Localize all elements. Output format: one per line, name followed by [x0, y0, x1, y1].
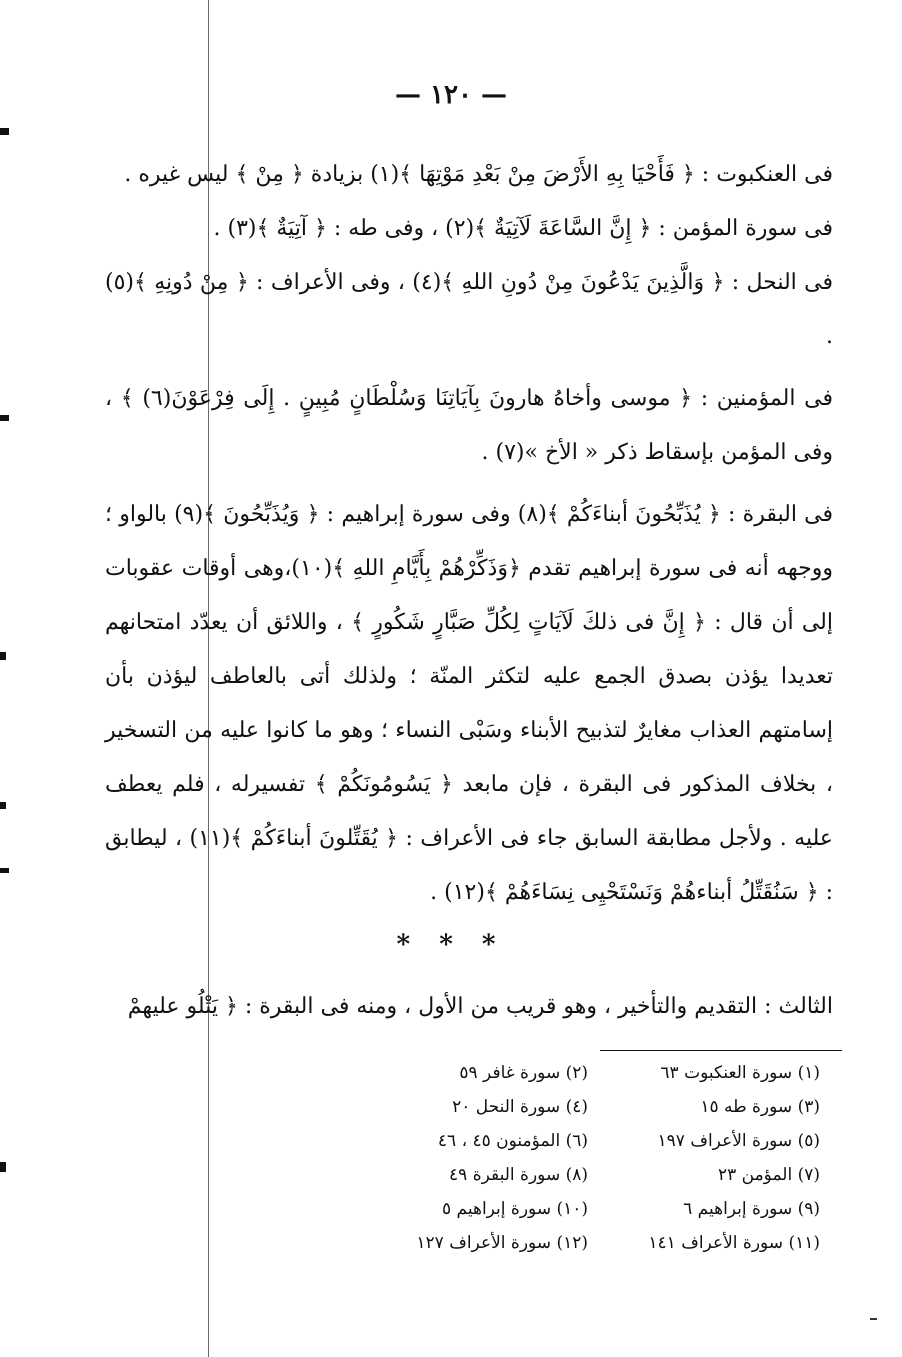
- footnote: (٨) سورة البقرة ٤٩: [449, 1165, 588, 1185]
- paragraph: فى البقرة : ﴿ يُذَبِّحُونَ أبناءَكُمْ ﴾(٨) وفى سورة إبراهيم : ﴿ وَيُذَبِّحُونَ ﴾(٩) بالواو ؛ ووجهه أنه فى سورة إبراهيم تقدم ﴿وَذَكِّرْهُمْ بِأَيَّامِ اللهِ ﴾(١٠)،وهى أوقات عقوبات إلى أن قال : ﴿ إِنَّ فى ذلكَ لَآيَاتٍ لِكُلِّ صَبَّارٍ شَكُورٍ ﴾ ، واللائق أن يعدّد امتحانهم تعديدا يؤذن بصدق الجمع عليه لتكثر المنّة ؛ ولذلك أتى بالعاطف ليؤذن بأن إسامتهم العذاب مغايرٌ لتذبيح الأبناء وسَبْى النساء ؛ وهو ما كانوا عليه من التسخير ، بخلاف المذكور فى البقرة ، فإن مابعد ﴿ يَسُومُونَكُمْ ﴾ تفسيرله ، فلم يعطف عليه . ولأجل مطابقة السابق جاء فى الأعراف : ﴿ يُقَتِّلونَ أبناءَكُمْ ﴾(١١) ، ليطابق : ﴿ سَنُقَتِّلُ أبناءهُمْ وَنَسْتَحْيِى نِسَاءَهُمْ ﴾(١٢) .: [105, 502, 834, 905]
- footnote: (٦) المؤمنون ٤٥ ، ٤٦: [437, 1131, 588, 1151]
- paragraph: فى النحل : ﴿ وَالَّذِينَ يَدْعُونَ مِنْ دُونِ اللهِ ﴾(٤) ، وفى الأعراف : ﴿ مِنْ دُونِهِ ﴾(٥) .: [105, 270, 833, 349]
- footnote: (٧) المؤمن ٢٣: [717, 1165, 820, 1185]
- footnote: (١٠) سورة إبراهيم ٥: [442, 1199, 588, 1219]
- footnotes: [360, 1058, 820, 1258]
- edge-mark: [0, 868, 9, 873]
- body-text: [105, 148, 833, 920]
- edge-mark: [0, 415, 9, 421]
- section-separator: * * *: [396, 930, 506, 960]
- footnote: (١١) سورة الأعراف ١٤١: [648, 1233, 820, 1253]
- edge-mark: [0, 1162, 6, 1172]
- paragraph: فى سورة المؤمن : ﴿ إِنَّ السَّاعَةَ لَآتِيَةٌ ﴾(٢) ، وفى طه : ﴿ آتِيَةٌ ﴾(٣) .: [213, 216, 833, 241]
- footnote: (٤) سورة النحل ٢٠: [452, 1097, 588, 1117]
- edge-mark: [0, 128, 9, 135]
- footnote: (٢) سورة غافر ٥٩: [459, 1063, 588, 1083]
- paragraph: فى العنكبوت : ﴿ فَأَحْيَا بِهِ الأَرْضَ مِنْ بَعْدِ مَوْتِهَا ﴾(١) بزيادة ﴿ مِنْ ﴾ ليس غيره .: [124, 162, 833, 187]
- scan-mark: [870, 1318, 877, 1320]
- edge-mark: [0, 802, 6, 809]
- footnote: (٣) سورة طه ١٥: [700, 1097, 820, 1117]
- footnote: (١٢) سورة الأعراف ١٢٧: [416, 1233, 588, 1253]
- page-number: — ١٢٠ —: [394, 80, 508, 110]
- paragraph: فى المؤمنين : ﴿ موسى وأخاهُ هارونَ بِآيَاتِنَا وَسُلْطَانٍ مُبِينٍ . إِلَى فِرْعَوْنَ(٦) ﴾ ، وفى المؤمن بإسقاط ذكر « الأخ »(٧) .: [105, 386, 834, 465]
- footnote-rule: [600, 1050, 842, 1051]
- section-heading-line: الثالث : التقديم والتأخير ، وهو قريب من الأول ، ومنه فى البقرة : ﴿ يَتْلُو عليهمْ: [127, 994, 833, 1019]
- footnote: (٥) سورة الأعراف ١٩٧: [657, 1131, 820, 1151]
- footnote: (٩) سورة إبراهيم ٦: [683, 1199, 820, 1219]
- footnote: (١) سورة العنكبوت ٦٣: [660, 1063, 820, 1083]
- edge-mark: [0, 652, 6, 660]
